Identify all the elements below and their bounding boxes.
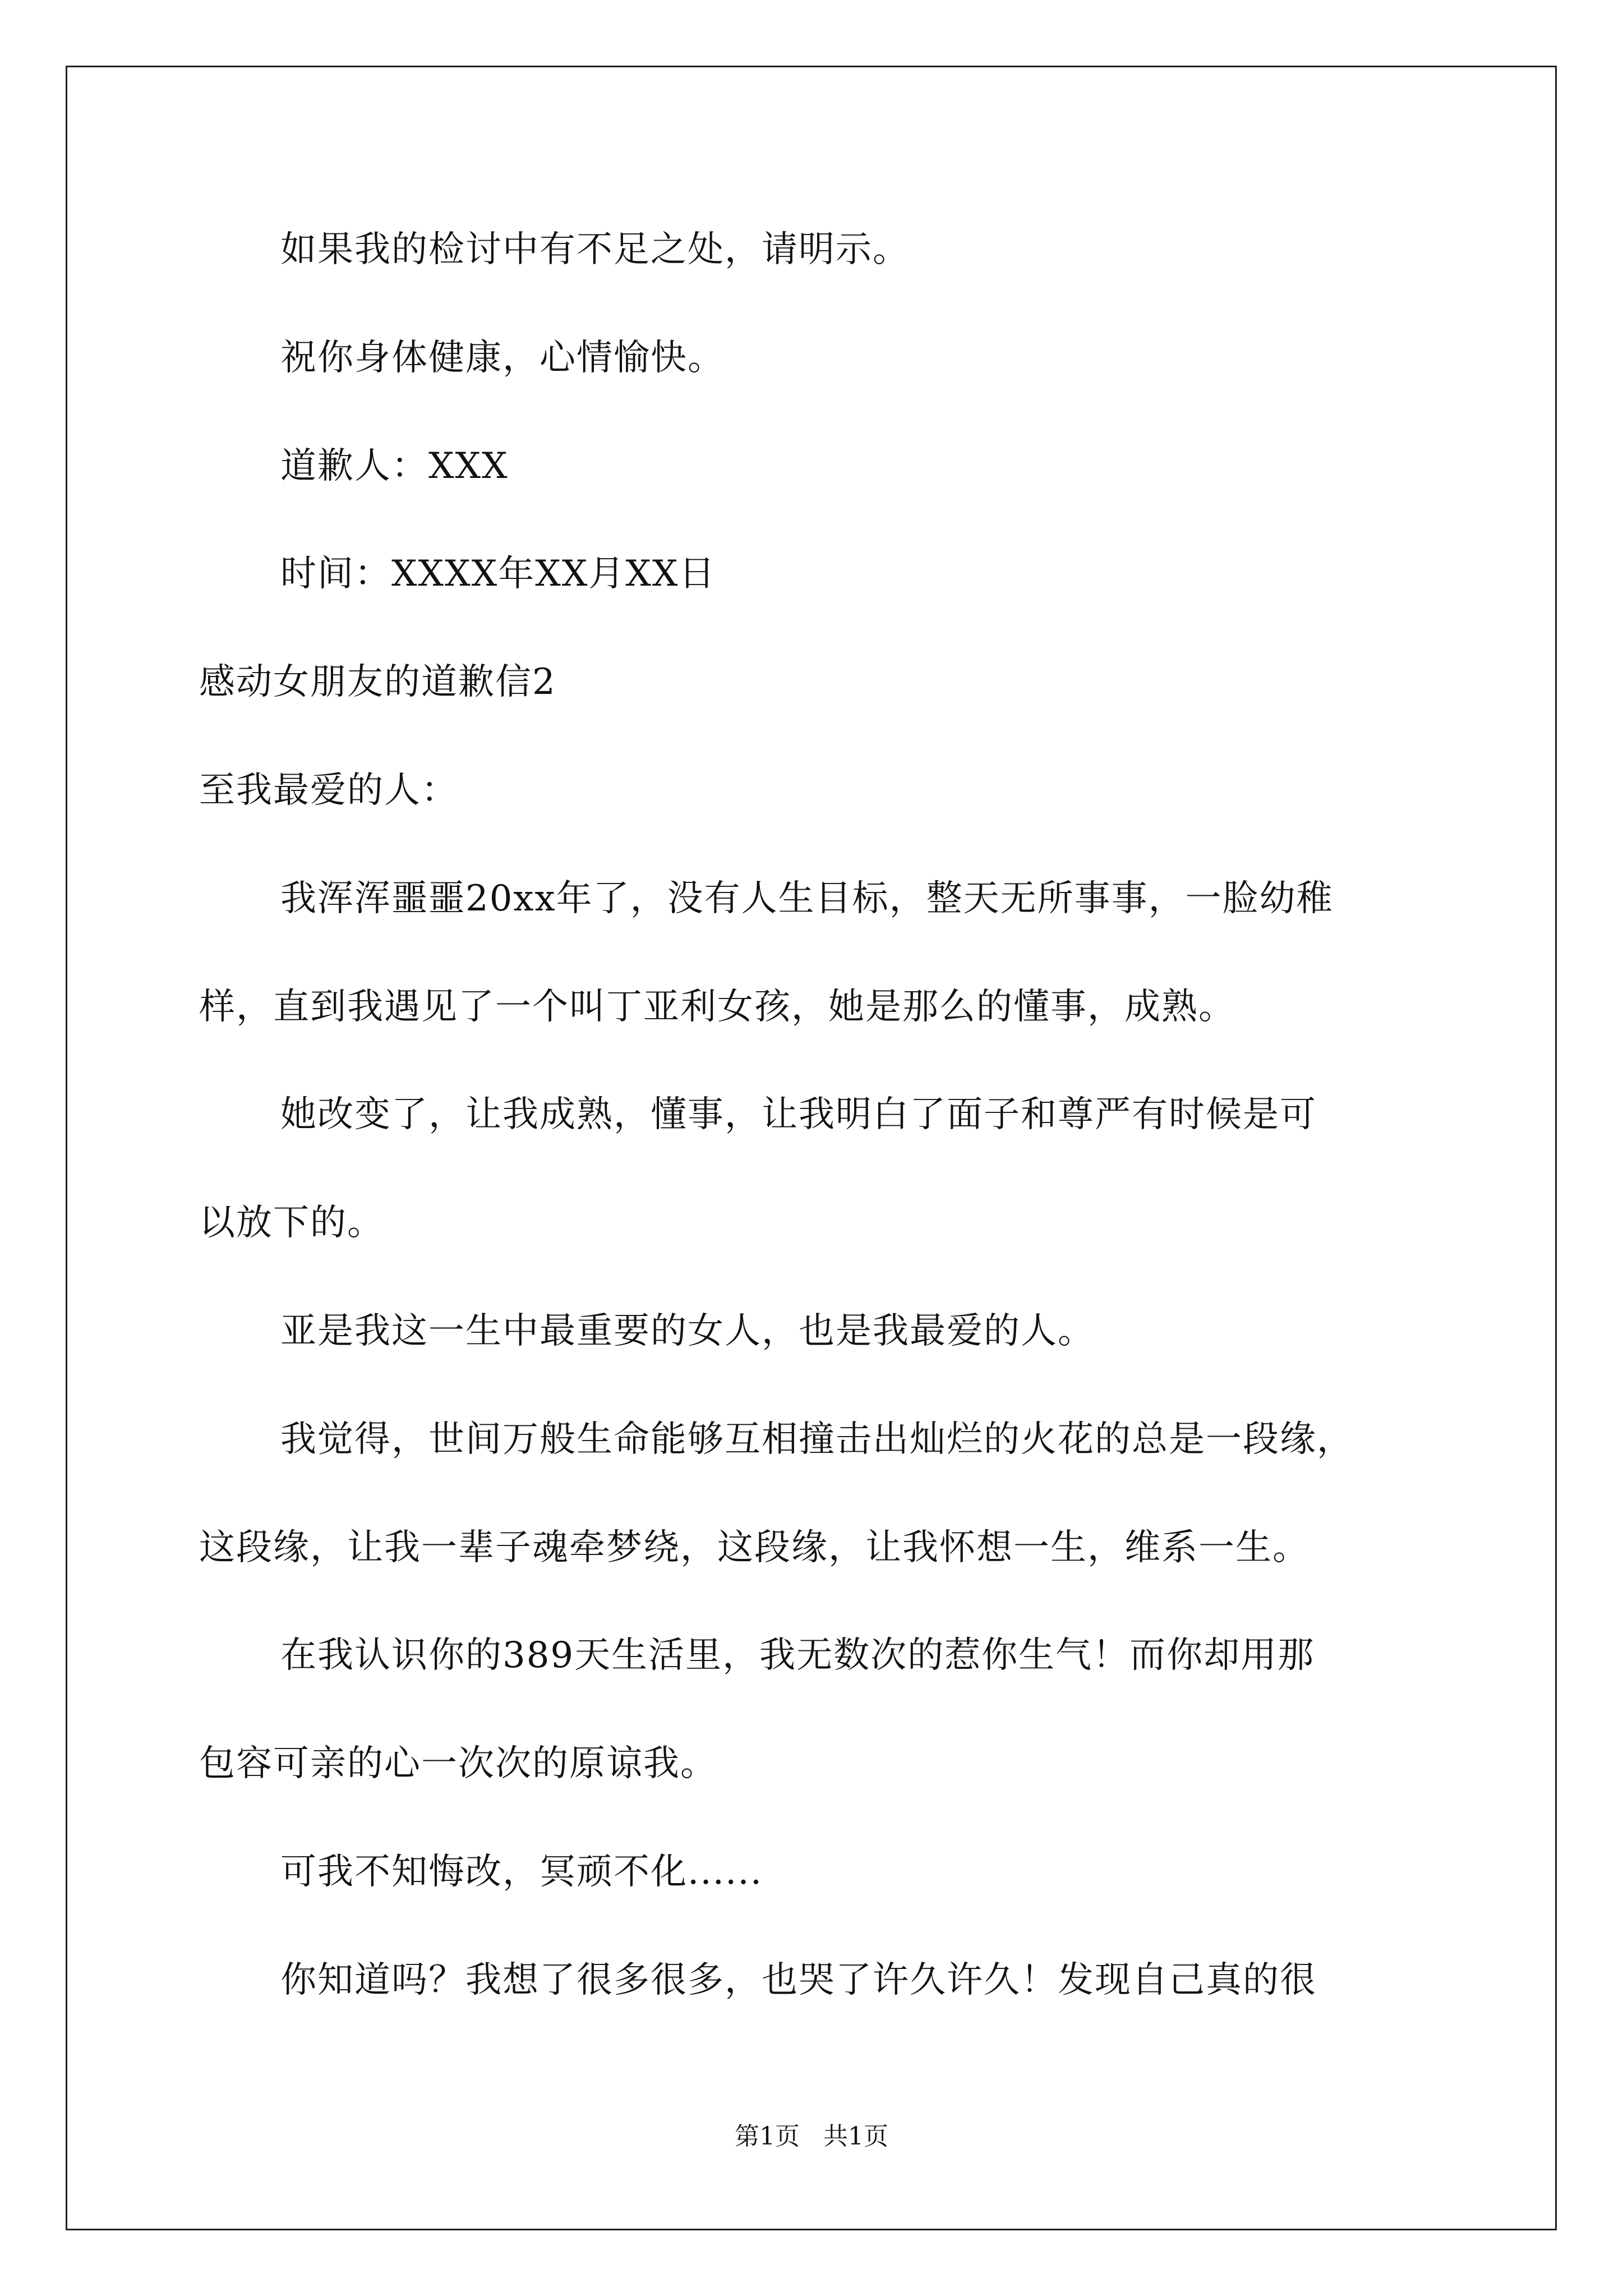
paragraph-line: 你知道吗？我想了很多很多，也哭了许久许久！发现自己真的很	[280, 1959, 1317, 2001]
paragraph-line: 她改变了，让我成熟，懂事，让我明白了面子和尊严有时候是可	[280, 1094, 1317, 1135]
paragraph-line: 我浑浑噩噩20xx年了，没有人生目标，整天无所事事，一脸幼稚	[280, 878, 1334, 919]
paragraph-line: 可我不知悔改，冥顽不化......	[280, 1851, 763, 1893]
signature-line: 道歉人：XXX	[280, 445, 509, 487]
date-line: 时间：XXXX年XX月XX日	[280, 553, 716, 595]
salutation: 至我最爱的人：	[199, 770, 458, 811]
paragraph-line: 如果我的检讨中有不足之处，请明示。	[280, 229, 910, 270]
paragraph-line: 包容可亲的心一次次的原谅我。	[199, 1743, 717, 1784]
paragraph-line: 样，直到我遇见了一个叫丁亚利女孩，她是那么的懂事，成熟。	[199, 986, 1235, 1028]
paragraph-line: 在我认识你的389天生活里，我无数次的惹你生气！而你却用那	[280, 1635, 1315, 1676]
page-border	[66, 66, 1557, 2230]
section-heading: 感动女朋友的道歉信2	[199, 661, 556, 703]
page-number-footer: 第1页 共1页	[735, 2122, 888, 2151]
paragraph-line: 这段缘，让我一辈子魂牵梦绕，这段缘，让我怀想一生，维系一生。	[199, 1527, 1310, 1568]
paragraph-line: 我觉得，世间万般生命能够互相撞击出灿烂的火花的总是一段缘，	[280, 1419, 1354, 1460]
paragraph-line: 祝你身体健康，心情愉快。	[280, 337, 725, 379]
paragraph-line: 亚是我这一生中最重要的女人，也是我最爱的人。	[280, 1310, 1095, 1352]
paragraph-line: 以放下的。	[199, 1202, 384, 1244]
